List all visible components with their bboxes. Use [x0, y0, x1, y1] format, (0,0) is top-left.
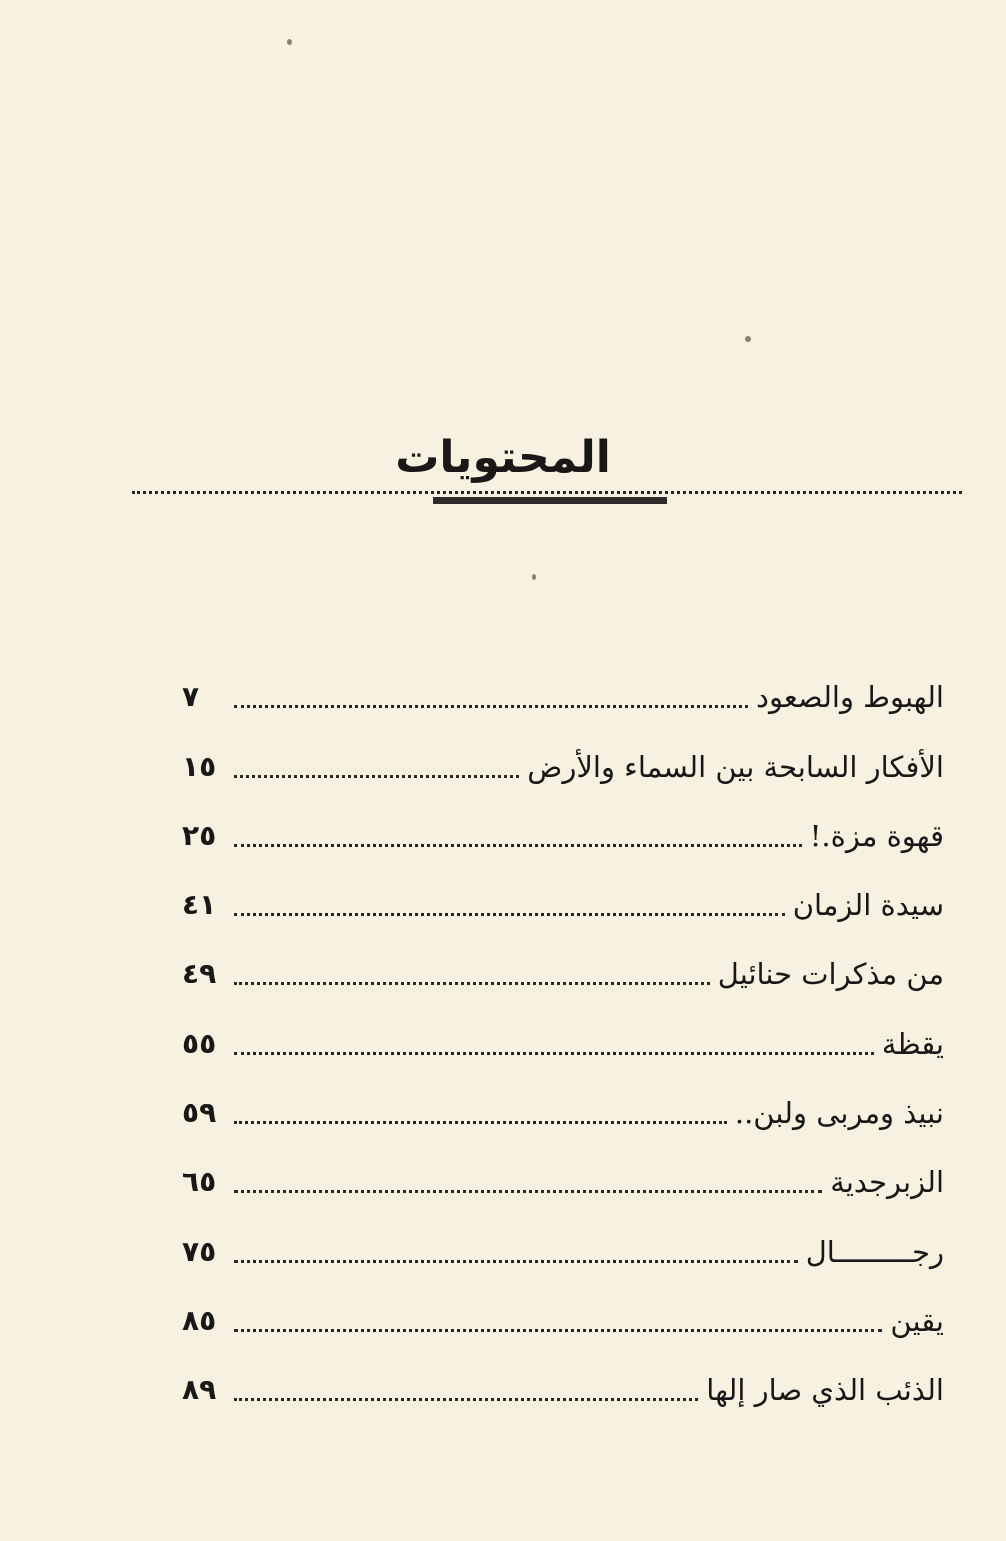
toc-dot-leader — [234, 1052, 874, 1055]
toc-entry — [182, 996, 944, 1065]
toc-entry-title: يقين — [890, 1303, 944, 1338]
toc-entry-title: من مذكرات حنائيل — [717, 957, 944, 992]
toc-entry-title: الهبوط والصعود — [756, 680, 944, 715]
toc-dot-leader — [234, 705, 748, 708]
toc-entry-page: ٦٥ — [182, 1165, 217, 1199]
title-dotted-rule — [132, 491, 962, 494]
title-block — [0, 428, 1006, 488]
toc-dot-leader — [234, 844, 802, 847]
toc-entry — [182, 789, 944, 858]
toc-entry-title: يقظة — [881, 1026, 944, 1061]
toc-entry-page: ٤٩ — [182, 957, 217, 991]
page-title: المحتويات — [395, 432, 611, 483]
toc-entry-title: سيدة الزمان — [792, 888, 944, 923]
toc-entry — [182, 1135, 944, 1204]
toc-dot-leader — [234, 1398, 698, 1401]
toc-entry-page: ٥٥ — [182, 1026, 217, 1060]
toc-dot-leader — [234, 775, 519, 778]
toc-entry-page: ١٥ — [182, 749, 217, 783]
toc-entry-page: ٧٥ — [182, 1234, 217, 1268]
toc-entry-title: الأفكار السابحة بين السماء والأرض — [527, 749, 944, 784]
toc-entry-title: نبيذ ومربى ولبن.. — [734, 1096, 944, 1131]
toc-entry — [182, 650, 944, 719]
paper-speck — [745, 336, 751, 342]
toc-entry-page: ٧ — [182, 680, 200, 714]
toc-dot-leader — [234, 1190, 822, 1193]
toc-entry-title: رجـــــــــال — [805, 1234, 944, 1269]
toc-dot-leader — [234, 1329, 882, 1332]
toc-dot-leader — [234, 982, 710, 985]
toc-entry — [182, 1066, 944, 1135]
title-underline-bar — [433, 497, 667, 504]
table-of-contents — [182, 650, 944, 1412]
toc-entry-title: الذئب الذي صار إلها — [706, 1373, 944, 1408]
toc-entry — [182, 1274, 944, 1343]
toc-entry-page: ٨٩ — [182, 1373, 217, 1407]
toc-entry-page: ٢٥ — [182, 818, 217, 852]
paper-speck — [532, 574, 536, 580]
toc-entry — [182, 1343, 944, 1412]
paper-speck — [287, 39, 292, 45]
toc-entry — [182, 719, 944, 788]
toc-entry-page: ٤١ — [182, 888, 217, 922]
toc-entry-title: الزبرجدية — [830, 1165, 944, 1200]
toc-entry-title: قهوة مزة.! — [809, 818, 944, 853]
toc-entry — [182, 927, 944, 996]
toc-dot-leader — [234, 1260, 798, 1263]
toc-entry — [182, 1204, 944, 1273]
toc-dot-leader — [234, 913, 785, 916]
toc-entry-page: ٨٥ — [182, 1303, 217, 1337]
toc-entry — [182, 858, 944, 927]
toc-dot-leader — [234, 1121, 727, 1124]
toc-entry-page: ٥٩ — [182, 1096, 217, 1130]
